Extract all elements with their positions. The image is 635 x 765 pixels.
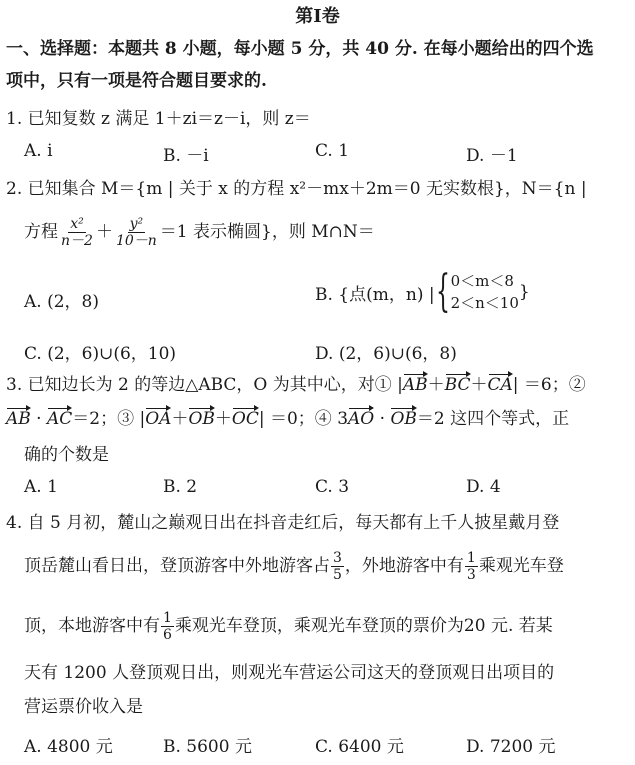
q3-option-c: C. 3 — [315, 477, 350, 497]
q1-option-c: C. 1 — [315, 141, 350, 161]
q2-option-a: A. (2，8) — [24, 292, 99, 312]
q4-fraction-1-3-denominator: 3 — [466, 567, 476, 583]
q4-option-b: B. 5600 元 — [163, 737, 252, 757]
q1-option-d: D. －1 — [466, 146, 518, 166]
q4-line-5: 营运票价收入是 — [24, 697, 143, 717]
plus-sign: ＋ — [171, 409, 189, 429]
q4-line-2-prefix: 顶岳麓山看日出，登顶游客中外地游客占 — [24, 556, 330, 576]
q2-option-b-prefix: B. {点(m，n) | — [315, 284, 435, 305]
vector-ca: CA — [488, 372, 513, 394]
q4-fraction-1-6-numerator: 1 — [163, 610, 172, 626]
q4-line-2 — [6, 548, 629, 584]
vector-ab: AB — [403, 372, 428, 394]
q2-stem-suffix: ＝1 表示椭圆}，则 M∩N＝ — [159, 222, 375, 242]
q2-fraction-y-denominator: 10－n — [115, 233, 157, 249]
q4-line-3-prefix: 顶，本地游客中有 — [24, 616, 160, 636]
plus-sign: ＋ — [470, 375, 488, 395]
q2-option-b-suffix: } — [518, 282, 530, 302]
q4-option-c: C. 6400 元 — [315, 737, 404, 757]
q3-option-a: A. 1 — [24, 477, 58, 497]
q2-option-b-row-2: 2＜n＜10 — [450, 294, 519, 312]
q1-stem: 1. 已知复数 z 满足 1＋zi＝z－i，则 z＝ — [6, 109, 311, 129]
q4-fraction-3-5-denominator: 5 — [333, 567, 342, 583]
instructions-line-1: 一、选择题：本题共 8 小题，每小题 5 分，共 40 分. 在每小题给出的四个选 — [6, 39, 594, 59]
q4-option-a: A. 4800 元 — [24, 737, 113, 757]
q2-option-b-system — [435, 266, 519, 317]
q4-fraction-3-5-numerator: 3 — [333, 550, 342, 566]
vector-ob: OB — [390, 406, 416, 428]
q3-equals-6: | ＝6；② — [512, 375, 586, 395]
q2-stem-line-1: 2. 已知集合 M＝{m | 关于 x 的方程 x²－mx＋2m＝0 无实数根}，N＝{n | — [6, 179, 587, 199]
vector-oa: OA — [145, 406, 171, 428]
q2-fraction-y-numerator: y² — [129, 216, 144, 232]
q4-fraction-1-6-denominator: 6 — [163, 627, 172, 643]
q2-option-d: D. (2，6)∪(6，8) — [315, 344, 457, 364]
q3-line-2 — [6, 406, 629, 430]
q2-fraction-y — [114, 216, 159, 249]
q3-equals-0: | ＝0；④ 3 — [258, 409, 349, 429]
q4-fraction-1-3-numerator: 1 — [466, 550, 476, 566]
q4-fraction-1-6 — [161, 610, 174, 643]
vector-oc: OC — [232, 406, 259, 428]
q2-option-c: C. (2，6)∪(6，10) — [24, 344, 177, 364]
q4-line-4: 天有 1200 人登顶观日出，则观光车营运公司这天的登顶观日出项目的 — [24, 663, 555, 683]
plus-sign: ＋ — [214, 409, 232, 429]
q2-stem-prefix: 方程 — [24, 222, 58, 242]
q2-option-b-row-1: 0＜m＜8 — [450, 272, 514, 290]
section-title: 第Ⅰ卷 — [295, 6, 340, 27]
q4-line-3-suffix: 乘观光车登顶，乘观光车登顶的票价为20 元. 若某 — [174, 616, 553, 636]
q3-line-3: 确的个数是 — [24, 445, 109, 465]
vector-ob: OB — [188, 406, 214, 428]
vector-bc: BC — [445, 372, 471, 394]
dot-operator: · — [374, 409, 391, 429]
q4-fraction-1-3 — [465, 550, 478, 583]
q1-option-b: B. －i — [163, 146, 209, 166]
q4-line-1: 4. 自 5 月初，麓山之巅观日出在抖音走红后，每天都有上千人披星戴月登 — [6, 513, 560, 533]
vector-ac: AC — [47, 406, 72, 428]
dot-operator: · — [30, 409, 47, 429]
q4-fraction-3-5 — [331, 550, 344, 583]
q3-line-1 — [6, 372, 629, 396]
q3-tail: ＝2 这四个等式，正 — [416, 409, 570, 429]
q2-fraction-x-denominator: n－2 — [61, 233, 93, 249]
plus-sign: ＋ — [427, 375, 445, 395]
q4-line-2-middle: ，外地游客中有 — [344, 556, 464, 576]
q2-fraction-x-numerator: x² — [70, 216, 84, 232]
vector-ao: AO — [348, 406, 374, 428]
q4-option-d: D. 7200 元 — [466, 737, 556, 757]
q2-fraction-x — [59, 216, 95, 249]
q3-option-d: D. 4 — [466, 477, 501, 497]
q2-stem-line-2 — [6, 214, 629, 250]
q4-line-3 — [6, 608, 629, 644]
q3-stem-prefix: 3. 已知边长为 2 的等边△ABC，O 为其中心，对① | — [6, 375, 403, 395]
q3-equals-2: ＝2；③ | — [72, 409, 146, 429]
vector-ab: AB — [6, 406, 31, 428]
q3-option-b: B. 2 — [163, 477, 198, 497]
instructions-line-2: 项中，只有一项是符合题目要求的. — [6, 71, 267, 91]
q1-option-a: A. i — [24, 141, 53, 161]
q2-plus: ＋ — [95, 222, 113, 242]
q2-option-b — [315, 266, 530, 317]
q4-line-2-suffix: 乘观光车登 — [478, 556, 564, 576]
left-brace-icon: { — [435, 266, 450, 317]
